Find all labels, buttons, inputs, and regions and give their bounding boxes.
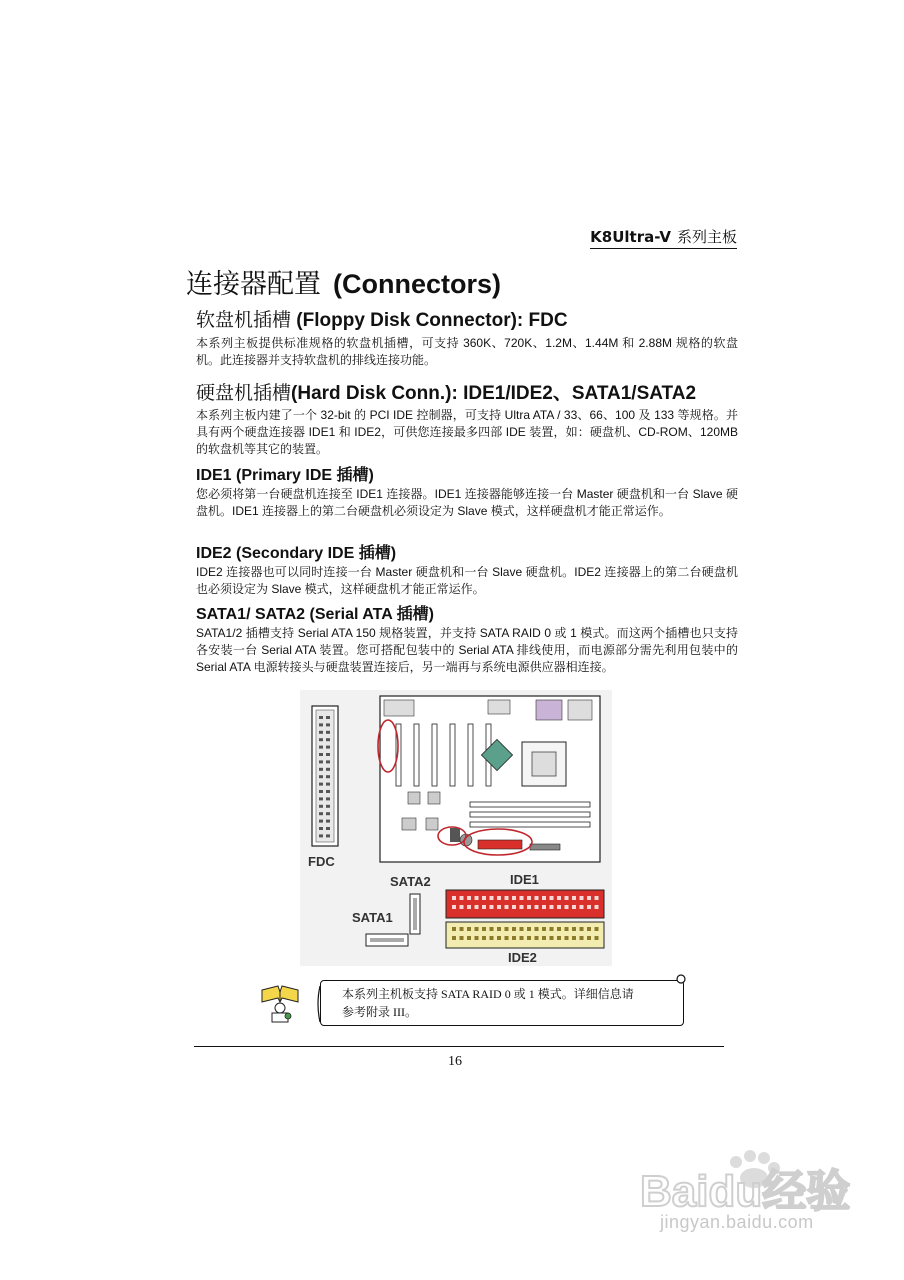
connector-pin <box>497 927 501 931</box>
connector-pin <box>460 936 464 940</box>
fdc-heading-en: (Floppy Disk Connector): FDC <box>291 310 568 331</box>
connector-pin <box>326 716 330 719</box>
connector-pin <box>326 812 330 815</box>
connector-diagram <box>300 690 612 966</box>
scroll-curl-icon <box>674 972 688 986</box>
connector-pin <box>475 936 479 940</box>
connector-pin <box>587 896 591 900</box>
connector-pin <box>319 834 323 837</box>
connector-pin <box>326 797 330 800</box>
ide1-connector <box>446 890 604 918</box>
connector-pin <box>319 760 323 763</box>
ide2-label: IDE2 <box>508 950 537 965</box>
connector-pin <box>535 905 539 909</box>
connector-pin <box>467 896 471 900</box>
connector-pin <box>319 827 323 830</box>
connector-pin <box>512 896 516 900</box>
connector-pin <box>326 760 330 763</box>
connector-pin <box>319 768 323 771</box>
title-cn: 连接器配置 <box>186 269 321 300</box>
connector-pin <box>595 905 599 909</box>
connector-pin <box>467 927 471 931</box>
connector-pin <box>319 783 323 786</box>
page-header-model <box>590 226 737 249</box>
connector-pin <box>595 896 599 900</box>
connector-pin <box>557 905 561 909</box>
connector-pin <box>475 896 479 900</box>
connector-pin <box>326 731 330 734</box>
connector-pin <box>535 927 539 931</box>
connector-pin <box>326 746 330 749</box>
page-number: 16 <box>448 1054 462 1069</box>
connector-pin <box>512 927 516 931</box>
connector-pin <box>475 927 479 931</box>
connector-pin <box>587 936 591 940</box>
connector-pin <box>319 746 323 749</box>
connector-pin <box>565 936 569 940</box>
connector-pin <box>319 731 323 734</box>
page-title <box>186 262 501 301</box>
ide1-heading: IDE1 (Primary IDE 插槽) <box>196 467 374 484</box>
connector-pin <box>565 927 569 931</box>
connector-pin <box>550 896 554 900</box>
ide2-connector <box>446 922 604 948</box>
connector-pin <box>520 896 524 900</box>
connector-pin <box>587 927 591 931</box>
fdc-body: 本系列主板提供标准规格的软盘机插槽，可支持 360K、720K、1.2M、1.44M 和 2.88M 规格的软盘机。此连接器并支持软盘机的排线连接功能。 <box>196 336 738 367</box>
connector-pin <box>326 768 330 771</box>
connector-pin <box>482 896 486 900</box>
connector-pin <box>505 936 509 940</box>
fdc-label: FDC <box>308 854 335 869</box>
connector-pin <box>520 905 524 909</box>
connector-pin <box>535 896 539 900</box>
connector-pin <box>527 927 531 931</box>
connector-pin <box>326 790 330 793</box>
connector-pin <box>572 896 576 900</box>
connector-pin <box>512 905 516 909</box>
connector-pin <box>326 805 330 808</box>
connector-pin <box>527 905 531 909</box>
connector-pin <box>580 905 584 909</box>
connector-pin <box>565 905 569 909</box>
connector-pin <box>460 905 464 909</box>
connector-pin <box>497 936 501 940</box>
connector-pin <box>527 936 531 940</box>
connector-pin <box>467 905 471 909</box>
connector-pin <box>319 723 323 726</box>
watermark-logo-text: Baidu经验 <box>640 1167 851 1212</box>
connector-pin <box>557 936 561 940</box>
connector-pin <box>542 927 546 931</box>
connector-pin <box>319 805 323 808</box>
connector-pin <box>319 812 323 815</box>
connector-pin <box>319 797 323 800</box>
connector-pin <box>319 790 323 793</box>
note-line-1: 本系列主机板支持 SATA RAID 0 或 1 模式。详细信息请 <box>342 987 634 1001</box>
connector-pin <box>326 827 330 830</box>
connector-pin <box>460 927 464 931</box>
connector-pin <box>565 896 569 900</box>
connector-pin <box>326 820 330 823</box>
connector-pin <box>490 936 494 940</box>
connector-pin <box>527 896 531 900</box>
connector-pin <box>580 896 584 900</box>
connector-pin <box>319 716 323 719</box>
hdd-heading-cn: 硬盘机插槽 <box>196 382 292 404</box>
connector-pin <box>542 936 546 940</box>
scroll-edge-icon <box>314 984 326 1024</box>
connector-pin <box>572 927 576 931</box>
connector-pin <box>520 927 524 931</box>
connector-pin <box>512 936 516 940</box>
series-label: 系列主板 <box>676 228 737 246</box>
connector-pin <box>490 896 494 900</box>
connector-pin <box>460 896 464 900</box>
footer-rule <box>194 1046 724 1047</box>
connector-pin <box>319 738 323 741</box>
connector-pin <box>580 936 584 940</box>
connector-pin <box>452 936 456 940</box>
sata2-label: SATA2 <box>390 874 431 889</box>
ide2-body: IDE2 连接器也可以同时连接一台 Master 硬盘机和一台 Slave 硬盘机。IDE2 连接器上的第二台硬盘机也必须设定为 Slave 模式，这样硬盘机才能正常运作。 <box>196 565 738 596</box>
hdd-heading-en: (Hard Disk Conn.): IDE1/IDE2、SATA1/SATA2 <box>291 383 697 404</box>
baidu-jingyan-watermark-logo <box>640 1150 870 1212</box>
connector-pin <box>497 896 501 900</box>
sata-body: SATA1/2 插槽支持 Serial ATA 150 规格装置，并支持 SATA RAID 0 或 1 模式。而这两个插槽也只支持各安装一台 Serial ATA 装置。您可搭配包装中的 Serial ATA 排线使用，而电源部分需先利用包装中的 Serial ATA 电源转接头与硬盘装置连接后，另一端再与系统电源供应器相连接。 <box>196 626 738 674</box>
connector-pin <box>452 927 456 931</box>
ide2-heading: IDE2 (Secondary IDE 插槽) <box>196 545 397 562</box>
title-en: (Connectors) <box>333 269 501 299</box>
connector-pin <box>319 753 323 756</box>
motherboard <box>378 696 600 862</box>
connector-pin <box>572 936 576 940</box>
connector-pin <box>550 927 554 931</box>
note-text <box>342 985 662 1021</box>
connector-pin <box>550 905 554 909</box>
connector-pin <box>587 905 591 909</box>
connector-pin <box>490 905 494 909</box>
connector-pin <box>326 723 330 726</box>
connector-pin <box>520 936 524 940</box>
connector-pin <box>557 896 561 900</box>
ide1-label: IDE1 <box>510 872 539 887</box>
connector-pin <box>452 896 456 900</box>
connector-pin <box>557 927 561 931</box>
connector-pin <box>326 738 330 741</box>
connector-pin <box>319 820 323 823</box>
connector-pin <box>535 936 539 940</box>
note-reader-icon <box>258 980 302 1024</box>
connector-pin <box>475 905 479 909</box>
connector-pin <box>467 936 471 940</box>
connector-pin <box>482 905 486 909</box>
connector-pin <box>326 753 330 756</box>
fdc-connector <box>312 706 338 846</box>
connector-pin <box>595 936 599 940</box>
connector-pin <box>326 775 330 778</box>
connector-pin <box>326 834 330 837</box>
connector-pin <box>595 927 599 931</box>
fdc-heading <box>196 305 568 332</box>
connector-pin <box>319 775 323 778</box>
connector-pin <box>326 783 330 786</box>
connector-pin <box>505 905 509 909</box>
sata-heading: SATA1/ SATA2 (Serial ATA 插槽) <box>196 606 434 623</box>
connector-pin <box>497 905 501 909</box>
ide1-body: 您必须将第一台硬盘机连接至 IDE1 连接器。IDE1 连接器能够连接一台 Master 硬盘机和一台 Slave 硬盘机。IDE1 连接器上的第二台硬盘机必须设定为 Slave 模式，这样硬盘机才能正常运作。 <box>196 487 738 518</box>
fdc-heading-cn: 软盘机插槽 <box>196 309 292 331</box>
connector-pin <box>505 927 509 931</box>
connector-pin <box>482 927 486 931</box>
connector-pin <box>550 936 554 940</box>
hdd-body: 本系列主板内建了一个 32-bit 的 PCI IDE 控制器，可支持 Ultra ATA / 33、66、100 及 133 等规格。并具有两个硬盘连接器 IDE1 和 IDE2，可供您连接最多四部 IDE 装置，如：硬盘机、CD-ROM、120MB 的软盘机等其它的装置。 <box>196 408 738 456</box>
watermark-url: jingyan.baidu.com <box>660 1212 814 1232</box>
note-line-2: 参考附录 III。 <box>342 1005 417 1019</box>
connector-pin <box>580 927 584 931</box>
model-name: K8Ultra-V <box>590 228 671 246</box>
connector-pin <box>490 927 494 931</box>
connector-pin <box>572 905 576 909</box>
connector-pin <box>452 905 456 909</box>
connector-pin <box>482 936 486 940</box>
connector-pin <box>542 896 546 900</box>
sata1-label: SATA1 <box>352 910 393 925</box>
connector-pin <box>542 905 546 909</box>
connector-pin <box>505 896 509 900</box>
hdd-heading <box>196 378 696 405</box>
